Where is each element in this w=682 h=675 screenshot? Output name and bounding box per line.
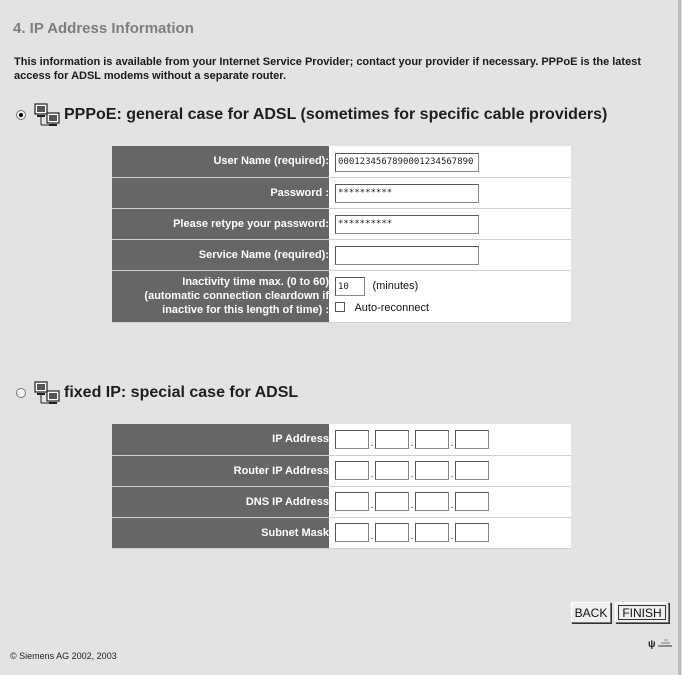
fixed-ip-radio[interactable]	[16, 388, 26, 398]
ip-address-label: IP Address	[112, 424, 329, 455]
router-ip-octet-2[interactable]	[375, 461, 409, 480]
ip-address-octet-2[interactable]	[375, 430, 409, 449]
pppoe-label[interactable]: PPPoE: general case for ADSL (sometimes for specific cable providers)	[64, 106, 608, 123]
inactivity-label-line3: inactive for this length of time) :	[162, 304, 329, 316]
service-name-input[interactable]	[335, 246, 479, 265]
router-ip-label: Router IP Address	[112, 455, 329, 486]
retype-password-row	[112, 208, 571, 239]
ip-address-octet-1[interactable]	[335, 430, 369, 449]
ip-address-row: IP Address . . .	[112, 424, 571, 455]
pppoe-radio[interactable]	[16, 110, 26, 120]
subnet-mask-octet-3[interactable]	[415, 523, 449, 542]
password-input[interactable]	[335, 184, 479, 203]
auto-reconnect-checkbox[interactable]	[335, 302, 345, 312]
ip-address-octet-4[interactable]	[455, 430, 489, 449]
inactivity-input[interactable]	[335, 277, 365, 296]
username-row	[112, 146, 571, 177]
fixed-ip-option[interactable]	[16, 381, 298, 405]
network-computer-icon	[34, 103, 60, 127]
username-label: User Name (required):	[112, 146, 329, 177]
inactivity-label-line1: Inactivity time max. (0 to 60)	[182, 276, 329, 288]
ip-address-octet-3[interactable]	[415, 430, 449, 449]
dns-ip-row: DNS IP Address . . .	[112, 486, 571, 517]
fixed-ip-label[interactable]: fixed IP: special case for ADSL	[64, 384, 299, 401]
dns-ip-label: DNS IP Address	[112, 486, 329, 517]
back-button[interactable]: BACK	[571, 602, 611, 623]
inactivity-label	[112, 270, 329, 322]
router-ip-octet-1[interactable]	[335, 461, 369, 480]
fixed-ip-form	[112, 424, 571, 549]
siemens-logo-icon	[648, 637, 676, 651]
inactivity-row	[112, 270, 571, 322]
router-ip-octet-4[interactable]	[455, 461, 489, 480]
dns-ip-octet-4[interactable]	[455, 492, 489, 511]
username-input[interactable]	[335, 153, 479, 172]
window-edge	[678, 0, 681, 675]
subnet-mask-octet-2[interactable]	[375, 523, 409, 542]
dns-ip-octet-2[interactable]	[375, 492, 409, 511]
router-ip-row: Router IP Address . . .	[112, 455, 571, 486]
service-name-label: Service Name (required):	[112, 239, 329, 270]
auto-reconnect-label[interactable]: Auto-reconnect	[354, 302, 430, 315]
subnet-mask-row: Subnet Mask . . .	[112, 517, 571, 548]
network-computer-icon	[34, 381, 60, 405]
subnet-mask-octet-4[interactable]	[455, 523, 489, 542]
subnet-mask-octet-1[interactable]	[335, 523, 369, 542]
intro-text: This information is available from your Internet Service Provider; contact your provider if necessary. PPPoE is the latest access for ADSL modems without a separate router.	[14, 56, 641, 82]
pppoe-option[interactable]	[16, 103, 607, 127]
svg-text:ψ: ψ	[648, 639, 656, 650]
copyright-text: © Siemens AG 2002, 2003	[10, 651, 117, 661]
router-ip-octet-3[interactable]	[415, 461, 449, 480]
service-name-row	[112, 239, 571, 270]
pppoe-form	[112, 146, 571, 323]
retype-password-input[interactable]	[335, 215, 479, 234]
subnet-mask-label: Subnet Mask	[112, 517, 329, 548]
dns-ip-octet-3[interactable]	[415, 492, 449, 511]
section-title: 4. IP Address Information	[13, 20, 194, 37]
retype-password-label: Please retype your password:	[112, 208, 329, 239]
inactivity-label-line2: (automatic connection cleardown if	[144, 290, 329, 302]
finish-button[interactable]: FINISH	[615, 602, 669, 623]
dns-ip-octet-1[interactable]	[335, 492, 369, 511]
inactivity-unit: (minutes)	[372, 279, 419, 292]
password-label: Password :	[112, 177, 329, 208]
password-row	[112, 177, 571, 208]
